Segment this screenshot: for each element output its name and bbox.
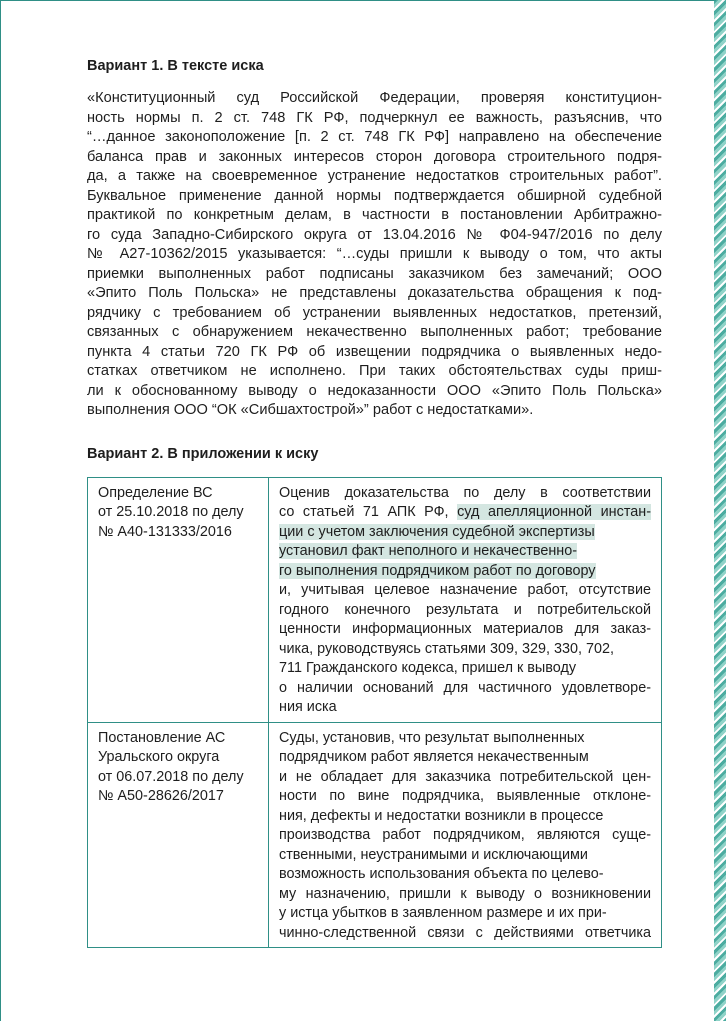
document-content [87,56,662,948]
case-text-line: о наличии оснований для частичного удовлетворе- [279,679,651,696]
decorative-edge-pattern [714,0,726,1021]
case-source-line: от 25.10.2018 по делу [98,504,244,520]
table-row [88,722,662,948]
case-text-line: чинно-следственной связи с действиями ответчика [279,924,651,941]
quote-line: связанных с обнаружением некачественно выполненных работ; требование [87,324,662,340]
highlighted-text: ции с учетом заключения судебной экспертизы [279,523,595,540]
case-text-line [279,503,651,523]
case-source-line: № А50-28626/2017 [98,788,224,804]
quote-line: «Конституционный суд Российской Федерации, проверяя конституцион- [87,90,662,106]
case-text-line: у истца убытков в заявленном размере и их при- [279,905,607,921]
case-source-line: Уральского округа [98,749,220,765]
quote-line: выполнения ООО “ОК «Сибшахтострой»” работ с недостатками». [87,402,534,418]
highlighted-text: го выполнения подрядчиком работ по договору [279,562,596,579]
case-text-line: и, учитывая целевое назначение работ, отсутствие [279,582,651,598]
case-text-line: му назначению, пришли к выводу о возникновении [279,885,651,902]
quote-line: рядчику с требованием об устранении выявленных недостатков, претензий, [87,304,662,321]
case-text-line: годного конечного результата и потребительской [279,601,651,618]
highlighted-text: суд апелляционной инстан- [457,504,651,520]
case-text-line: Суды, установив, что результат выполненных [279,729,585,746]
case-text-line: ния иска [279,699,337,715]
case-text-line: 711 Гражданского кодекса, пришел к выводу [279,660,577,676]
quote-line: го суда Западно-Сибирского округа от 13.04.2016 № Ф04-947/2016 по делу [87,226,662,243]
variant1-quote [87,89,662,421]
case-text-line [279,562,651,582]
cases-table [87,477,662,949]
quote-line: приемки выполненных работ подписаны заказчиком без замечаний; ООО [87,265,662,282]
highlighted-text: установил факт неполного и некачественно- [279,543,578,559]
case-text-line: подрядчиком работ является некачественным [279,749,589,765]
quote-line: «Эпито Поль Польска» не представлены доказательства обращения к под- [87,285,662,301]
case-text-line: ности по вине подрядчика, выявленные отклоне- [279,788,651,804]
table-row [88,477,662,722]
case-text-line: ния, дефекты и недостатки возникли в процессе [279,807,604,824]
case-text-line [279,523,651,543]
case-text-line: Оценив доказательства по делу в соответствии [279,484,651,501]
case-summary-cell [269,722,662,948]
case-source-cell [88,722,269,948]
quote-line: Буквальное применение данной нормы подтверждается обширной судебной [87,187,662,204]
quote-line: ность нормы п. 2 ст. 748 ГК РФ, подчеркнул ее важность, разъяснив, что [87,109,662,126]
quote-line: статках ответчиком не исполнено. При таких обстоятельствах суды приш- [87,363,662,379]
case-summary-cell [269,477,662,722]
quote-line: практикой по конкретным делам, в частности в постановлении Арбитражно- [87,207,662,223]
quote-line: да, а также на своевременное устранение недостатков строительных работ”. [87,168,662,184]
case-source-line: Определение ВС [98,484,213,501]
case-text-line: ственными, неустранимыми и исключающими [279,846,588,863]
case-text-line [279,542,651,562]
case-text-line: возможность использования объекта по целево- [279,866,604,882]
quote-line: пункта 4 статьи 720 ГК РФ об извещении подрядчика о выявленных недо- [87,343,662,360]
variant2-heading: Вариант 2. В приложении к иску [87,445,319,462]
case-text-line: производства работ подрядчиком, являются суще- [279,827,651,843]
case-text-fragment: со статьей 71 АПК РФ, [279,504,458,520]
quote-line: баланса прав и законных интересов сторон договора строительного подря- [87,148,662,165]
case-source-cell [88,477,269,722]
quote-line: ли к обоснованному выводу о недоказанности ООО «Эпито Поль Польска» [87,382,662,399]
quote-line: “…данное законоположение [п. 2 ст. 748 ГК РФ] направлено на обеспечение [87,129,662,145]
case-text-line: и не обладает для заказчика потребительской цен- [279,768,651,785]
case-text-line: чика, руководствуясь статьями 309, 329, 330, 702, [279,640,614,657]
case-text-line: ценности информационных материалов для заказ- [279,621,651,637]
quote-line: № А27-10362/2015 указывается: “…суды пришли к выводу о том, что акты [87,246,662,262]
case-source-line: от 06.07.2018 по делу [98,768,244,785]
case-source-line: Постановление АС [98,729,226,746]
case-source-line: № А40-131333/2016 [98,523,232,540]
variant1-heading: Вариант 1. В тексте иска [87,58,264,74]
